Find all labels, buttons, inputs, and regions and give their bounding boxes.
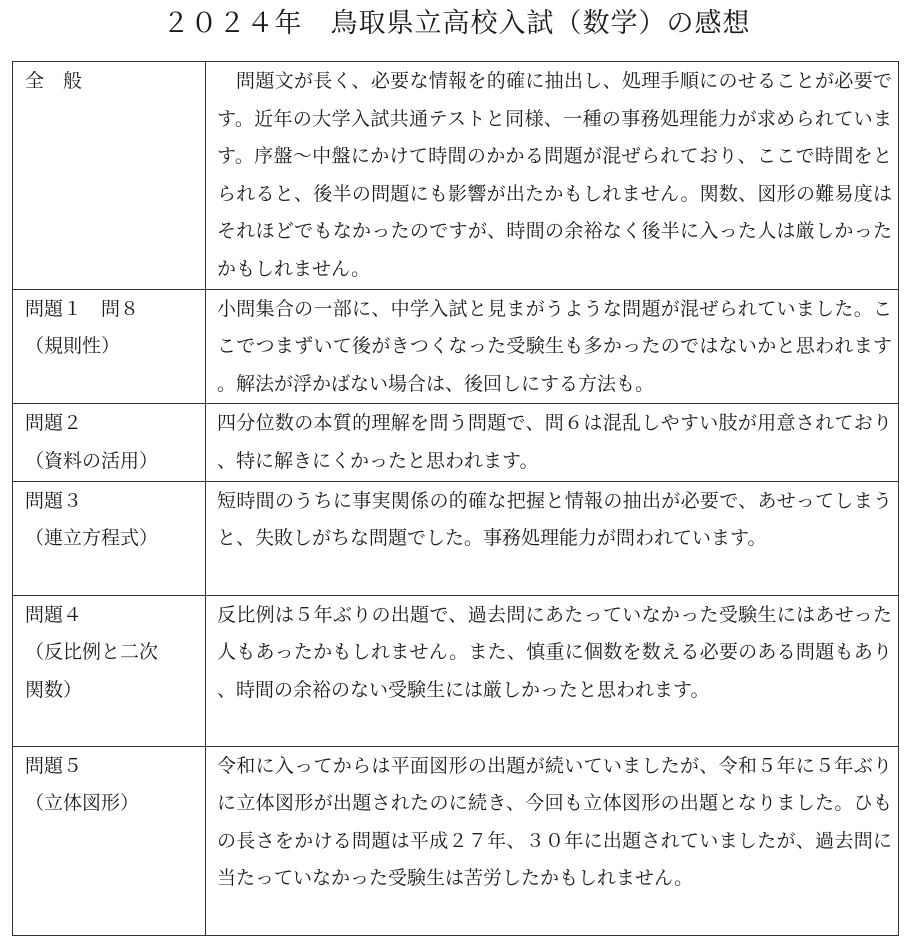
table-row-question-2 <box>13 404 899 481</box>
row-label-line: （連立方程式） <box>25 527 159 550</box>
row-label-line: （立体図形） <box>25 792 140 815</box>
table-row-question-3 <box>13 481 899 595</box>
row-comment: 令和に入ってからは平面図形の出題が続いていましたが、令和５年に５年ぶりに立体図形が出題されたのに続き、今回も立体図形の出題となりました。ひもの長さをかける問題は平成２７年、３０年に出題されていましたが、過去問に当たっていなかった受験生は苦労したかもしれません。 <box>206 746 899 935</box>
row-label-line: （規則性） <box>25 335 121 358</box>
row-comment: 反比例は５年ぶりの出題で、過去問にあたっていなかった受験生にはあせった人もあったかもしれません。また、慎重に個数を数える必要のある問題もあり、時間の余裕のない受験生には厳しかったと思われます。 <box>206 595 899 746</box>
row-comment: 小問集合の一部に、中学入試と見まがうような問題が混ぜられていました。ここでつまずいて後がきつくなった受験生も多かったのではないかと思われます。解法が浮かばない場合は、後回しにする方法も。 <box>206 289 899 404</box>
document-title: ２０２４年 鳥取県立高校入試（数学）の感想 <box>162 8 751 39</box>
table-row-question-5 <box>13 746 899 935</box>
table-row-general <box>13 62 899 290</box>
row-label-line: 全 般 <box>25 70 83 92</box>
row-label-line: 問題２ <box>25 412 83 435</box>
row-comment: 短時間のうちに事実関係の的確な把握と情報の抽出が必要で、あせってしまうと、失敗しがちな問題でした。事務処理能力が問われています。 <box>206 481 899 595</box>
row-label-line: 問題５ <box>25 754 83 777</box>
row-label <box>13 62 206 290</box>
table-row-question-1 <box>13 289 899 404</box>
row-label-line: （反比例と二次 <box>25 641 159 664</box>
row-label-line: （資料の活用） <box>25 449 159 472</box>
row-comment: 問題文が長く、必要な情報を的確に抽出し、処理手順にのせることが必要です。近年の大学入試共通テストと同様、一種の事務処理能力が求められています。序盤〜中盤にかけて時間のかかる問題が混ぜられており、ここで時間をとられると、後半の問題にも影響が出たかもしれません。関数、図形の難易度はそれほどでもなかったのですが、時間の余裕なく後半に入った人は厳しかったかもしれません。 <box>206 62 899 290</box>
row-label-line: 問題１ 問８ <box>25 297 140 320</box>
review-table <box>12 61 899 936</box>
row-label-line: 問題３ <box>25 489 83 512</box>
row-label-line: 関数） <box>25 678 83 701</box>
table-row-question-4 <box>13 595 899 746</box>
row-label <box>13 481 206 595</box>
row-comment: 四分位数の本質的理解を問う問題で、問６は混乱しやすい肢が用意されており、特に解きにくかったと思われます。 <box>206 404 899 481</box>
row-label <box>13 404 206 481</box>
row-label-line: 問題４ <box>25 603 83 626</box>
row-label <box>13 595 206 746</box>
row-label <box>13 289 206 404</box>
row-label <box>13 746 206 935</box>
